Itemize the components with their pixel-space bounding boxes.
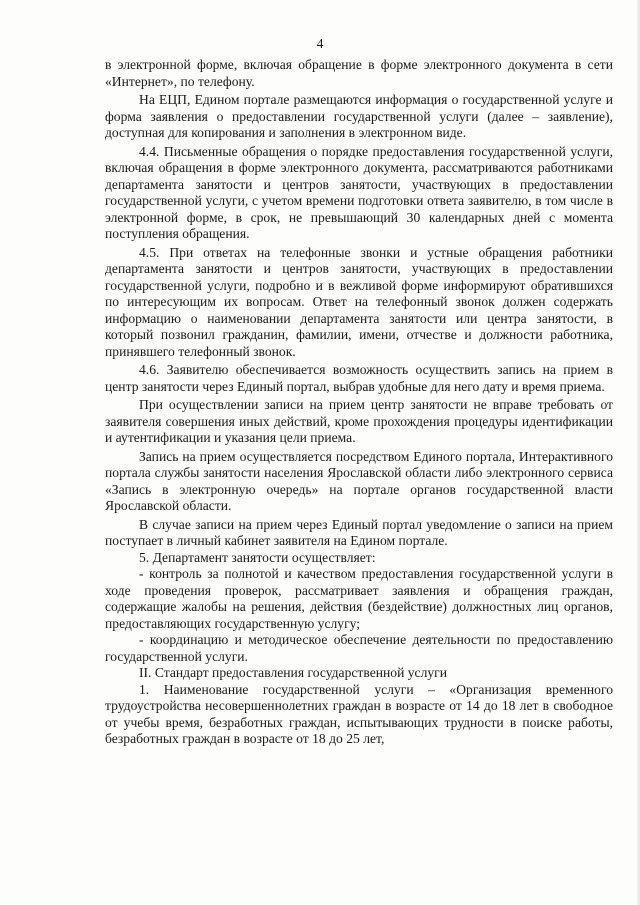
page-number: 4 (316, 36, 324, 51)
paragraph-appointment-channels: Запись на прием осуществляется посредством Единого портала, Интерактивного портала службы занятости населения Ярославской области либо электронного сервиса «Запись в электронную очередь» на портале органов государственной власти Ярославской области. (105, 448, 613, 513)
list-item-coordination: - координацию и методическое обеспечение деятельности по предоставлению государственной услуги. (105, 632, 613, 664)
paragraph-service-name: 1. Наименование государственной услуги – «Организация временного трудоустройства несовершеннолетних граждан в возрасте от 14 до 18 лет в свободное от учебы время, безработных граждан, испытывающих трудности в поиске работы, безработных граждан в возрасте от 18 до 25 лет, (105, 681, 613, 746)
paragraph-appointment-rules: При осуществлении записи на прием центр занятости не вправе требовать от заявителя совершения иных действий, кроме прохождения процедуры идентификации и аутентификации и указания цели приема. (105, 397, 613, 445)
paragraph-4-5: 4.5. При ответах на телефонные звонки и устные обращения работники департамента занятости и центров занятости, участвующих в предоставлении государственной услуги, подробно и в вежливой форме информируют обратившихся по интересующим их вопросам. Ответ на телефонный звонок должен содержать информацию о наименовании департамента занятости или центра занятости, в который позвонил гражданин, фамилии, имени, отчестве и должности работника, принявшего телефонный звонок. (105, 244, 613, 359)
paragraph-5: 5. Департамент занятости осуществляет: (139, 549, 376, 565)
paragraph-ecp-info: На ЕЦП, Едином портале размещаются информация о государственной услуге и форма заявления о предоставлении государственной услуги (далее – заявление), доступная для копирования и заполнения в электронном виде. (105, 92, 613, 140)
paragraph-appointment-notification: В случае записи на прием через Единый портал уведомление о записи на прием поступает в личный кабинет заявителя на Едином портале. (105, 516, 613, 548)
paragraph-4-4: 4.4. Письменные обращения о порядке предоставления государственной услуги, включая обращения в форме электронного документа, рассматриваются работниками департамента занятости и центров занятости, участвующих в предоставлении государственной услуги, с учетом времени подготовки ответа заявителю, в том числе в электронной форме, в срок, не превышающий 30 календарных дней с момента поступления обращения. (105, 143, 613, 241)
paragraph-4-6: 4.6. Заявителю обеспечивается возможность осуществить запись на прием в центр занятости через Единый портал, выбрав удобные для него дату и время приема. (105, 362, 613, 394)
document-body (105, 57, 613, 748)
paragraph-continuation: в электронной форме, включая обращение в форме электронного документа в сети «Интернет», по телефону. (105, 57, 613, 89)
list-item-control: - контроль за полнотой и качеством предоставления государственной услуги в ходе проведения проверок, рассматривает заявления и обращения граждан, содержащие жалобы на решения, действия (бездействие) должностных лиц органов, предоставляющих государственную услугу; (105, 566, 613, 631)
section-heading: II. Стандарт предоставления государственной услуги (139, 665, 448, 680)
